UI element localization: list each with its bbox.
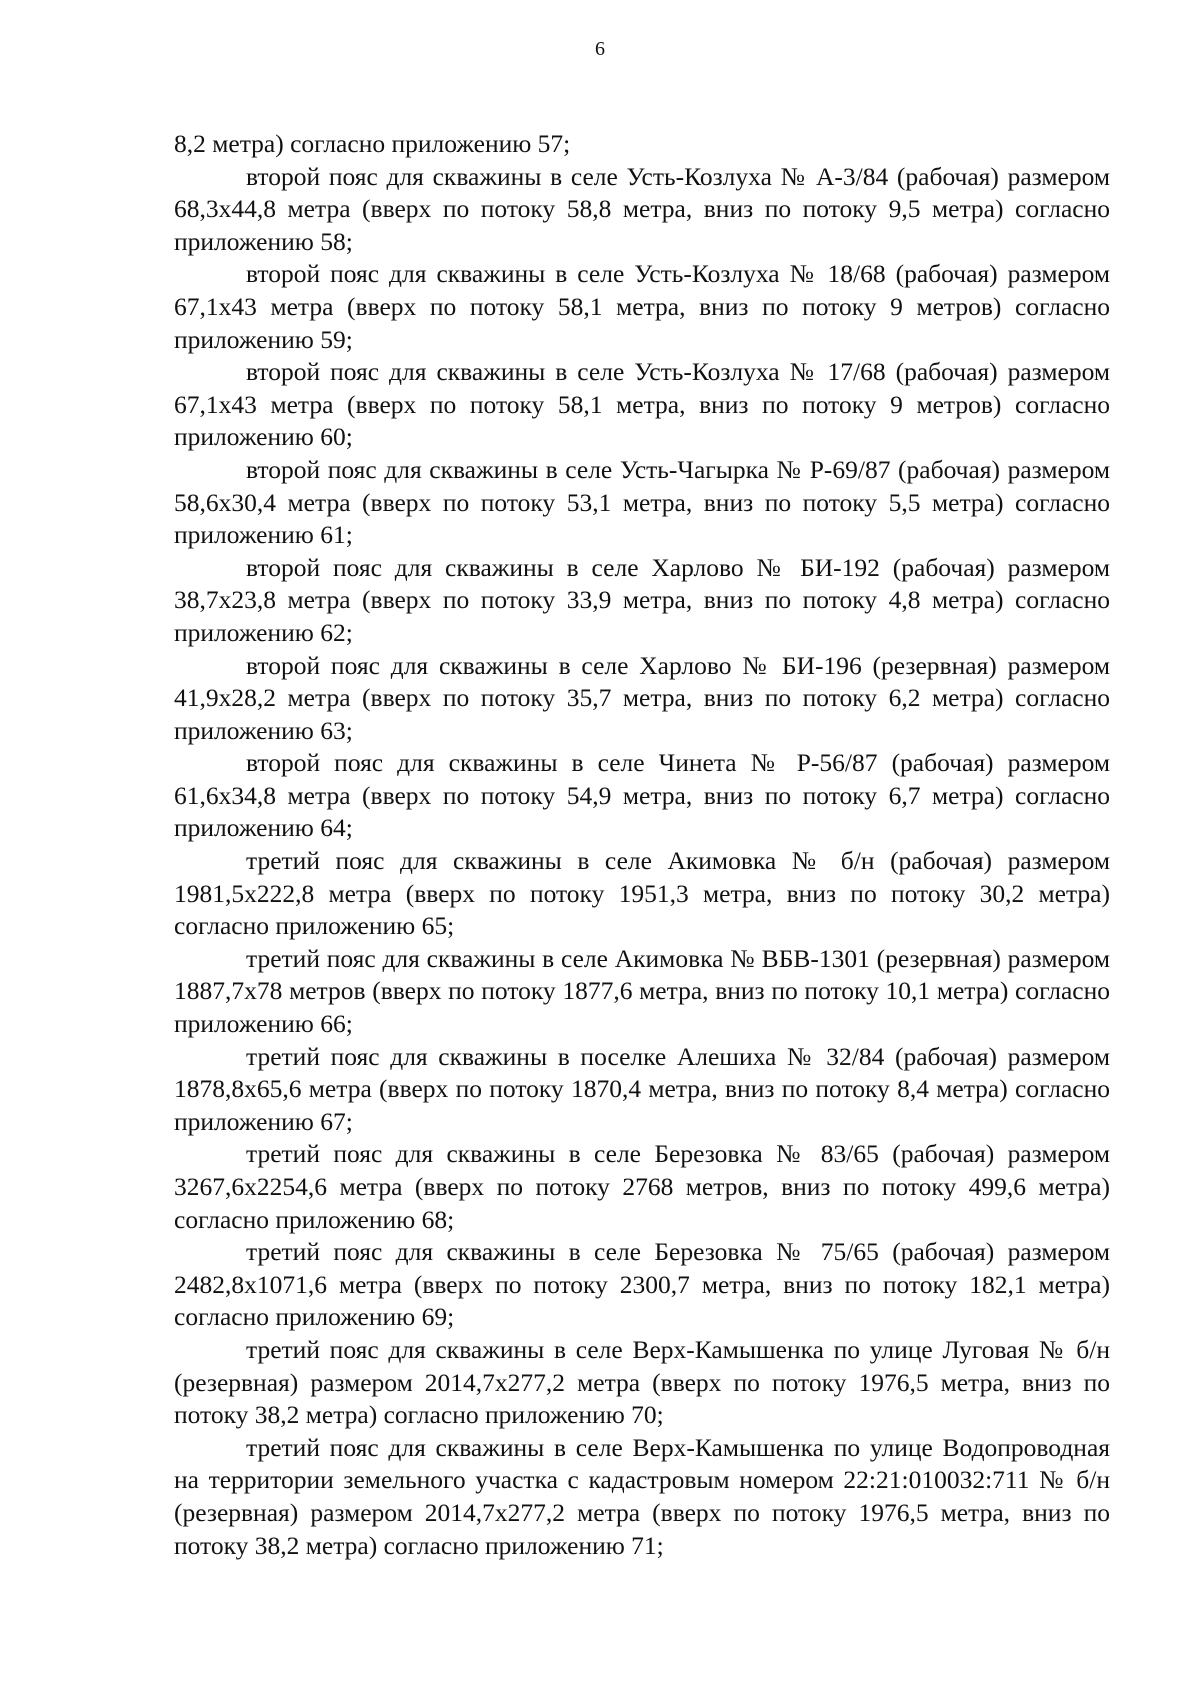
paragraph-well-kharlovo-bi-196: второй пояс для скважины в селе Харлово № БИ-196 (резервная) размером 41,9х28,2 метра (вверх по потоку 35,7 метра, вниз по потоку 6,2 метра) согласно приложению 63; xyxy=(174,650,1110,745)
page-number: 6 xyxy=(595,38,605,60)
paragraph-well-ust-kozlukha-18-68: второй пояс для скважины в селе Усть-Козлуха № 18/68 (рабочая) размером 67,1х43 метра (вверх по потоку 58,1 метра, вниз по потоку 9 метров) согласно приложению 59; xyxy=(174,259,1110,354)
document-body xyxy=(174,128,1110,1562)
paragraph-well-berezovka-75-65: третий пояс для скважины в селе Березовка № 75/65 (рабочая) размером 2482,8х1071,6 метра (вверх по потоку 2300,7 метра, вниз по потоку 182,1 метра) согласно приложению 69; xyxy=(174,1237,1110,1332)
paragraph-continuation: 8,2 метра) согласно приложению 57; xyxy=(174,129,571,158)
paragraph-well-akimovka-bn: третий пояс для скважины в селе Акимовка № б/н (рабочая) размером 1981,5х222,8 метра (вверх по потоку 1951,3 метра, вниз по потоку 30,2 метра) согласно приложению 65; xyxy=(174,846,1110,941)
paragraph-well-kharlovo-bi-192: второй пояс для скважины в селе Харлово № БИ-192 (рабочая) размером 38,7х23,8 метра (вверх по потоку 33,9 метра, вниз по потоку 4,8 метра) согласно приложению 62; xyxy=(174,552,1110,647)
paragraph-well-aleshikha: третий пояс для скважины в поселке Алешиха № 32/84 (рабочая) размером 1878,8х65,6 метра (вверх по потоку 1870,4 метра, вниз по потоку 8,4 метра) согласно приложению 67; xyxy=(174,1041,1110,1136)
paragraph-well-verkh-kamyshenka-lugovaya: третий пояс для скважины в селе Верх-Камышенка по улице Луговая № б/н (резервная) размером 2014,7х277,2 метра (вверх по потоку 1976,5 метра, вниз по потоку 38,2 метра) согласно приложению 70; xyxy=(174,1334,1110,1430)
paragraph-well-akimovka-vbv-1301: третий пояс для скважины в селе Акимовка № ВБВ-1301 (резервная) размером 1887,7х78 метров (вверх по потоку 1877,6 метра, вниз по потоку 10,1 метра) согласно приложению 66; xyxy=(174,943,1110,1039)
paragraph-well-ust-kozlukha-17-68: второй пояс для скважины в селе Усть-Козлуха № 17/68 (рабочая) размером 67,1х43 метра (вверх по потоку 58,1 метра, вниз по потоку 9 метров) согласно приложению 60; xyxy=(174,357,1110,452)
paragraph-well-berezovka-83-65: третий пояс для скважины в селе Березовка № 83/65 (рабочая) размером 3267,6х2254,6 метра (вверх по потоку 2768 метров, вниз по потоку 499,6 метра) согласно приложению 68; xyxy=(174,1139,1110,1234)
paragraph-well-verkh-kamyshenka-vodoprovodnaya: третий пояс для скважины в селе Верх-Камышенка по улице Водопроводная на территории земельного участка с кадастровым номером 22:21:010032:711 № б/н (резервная) размером 2014,7х277,2 метра (вверх по потоку 1976,5 метра, вниз по потоку 38,2 метра) согласно приложению 71; xyxy=(174,1432,1110,1560)
paragraph-well-ust-chagyrka: второй пояс для скважины в селе Усть-Чагырка № Р-69/87 (рабочая) размером 58,6х30,4 метра (вверх по потоку 53,1 метра, вниз по потоку 5,5 метра) согласно приложению 61; xyxy=(174,454,1110,550)
paragraph-well-ust-kozlukha-a-3-84: второй пояс для скважины в селе Усть-Козлуха № А-3/84 (рабочая) размером 68,3х44,8 метра (вверх по потоку 58,8 метра, вниз по потоку 9,5 метра) согласно приложению 58; xyxy=(174,161,1110,256)
paragraph-well-chineta: второй пояс для скважины в селе Чинета № Р-56/87 (рабочая) размером 61,6х34,8 метра (вверх по потоку 54,9 метра, вниз по потоку 6,7 метра) согласно приложению 64; xyxy=(174,748,1110,843)
